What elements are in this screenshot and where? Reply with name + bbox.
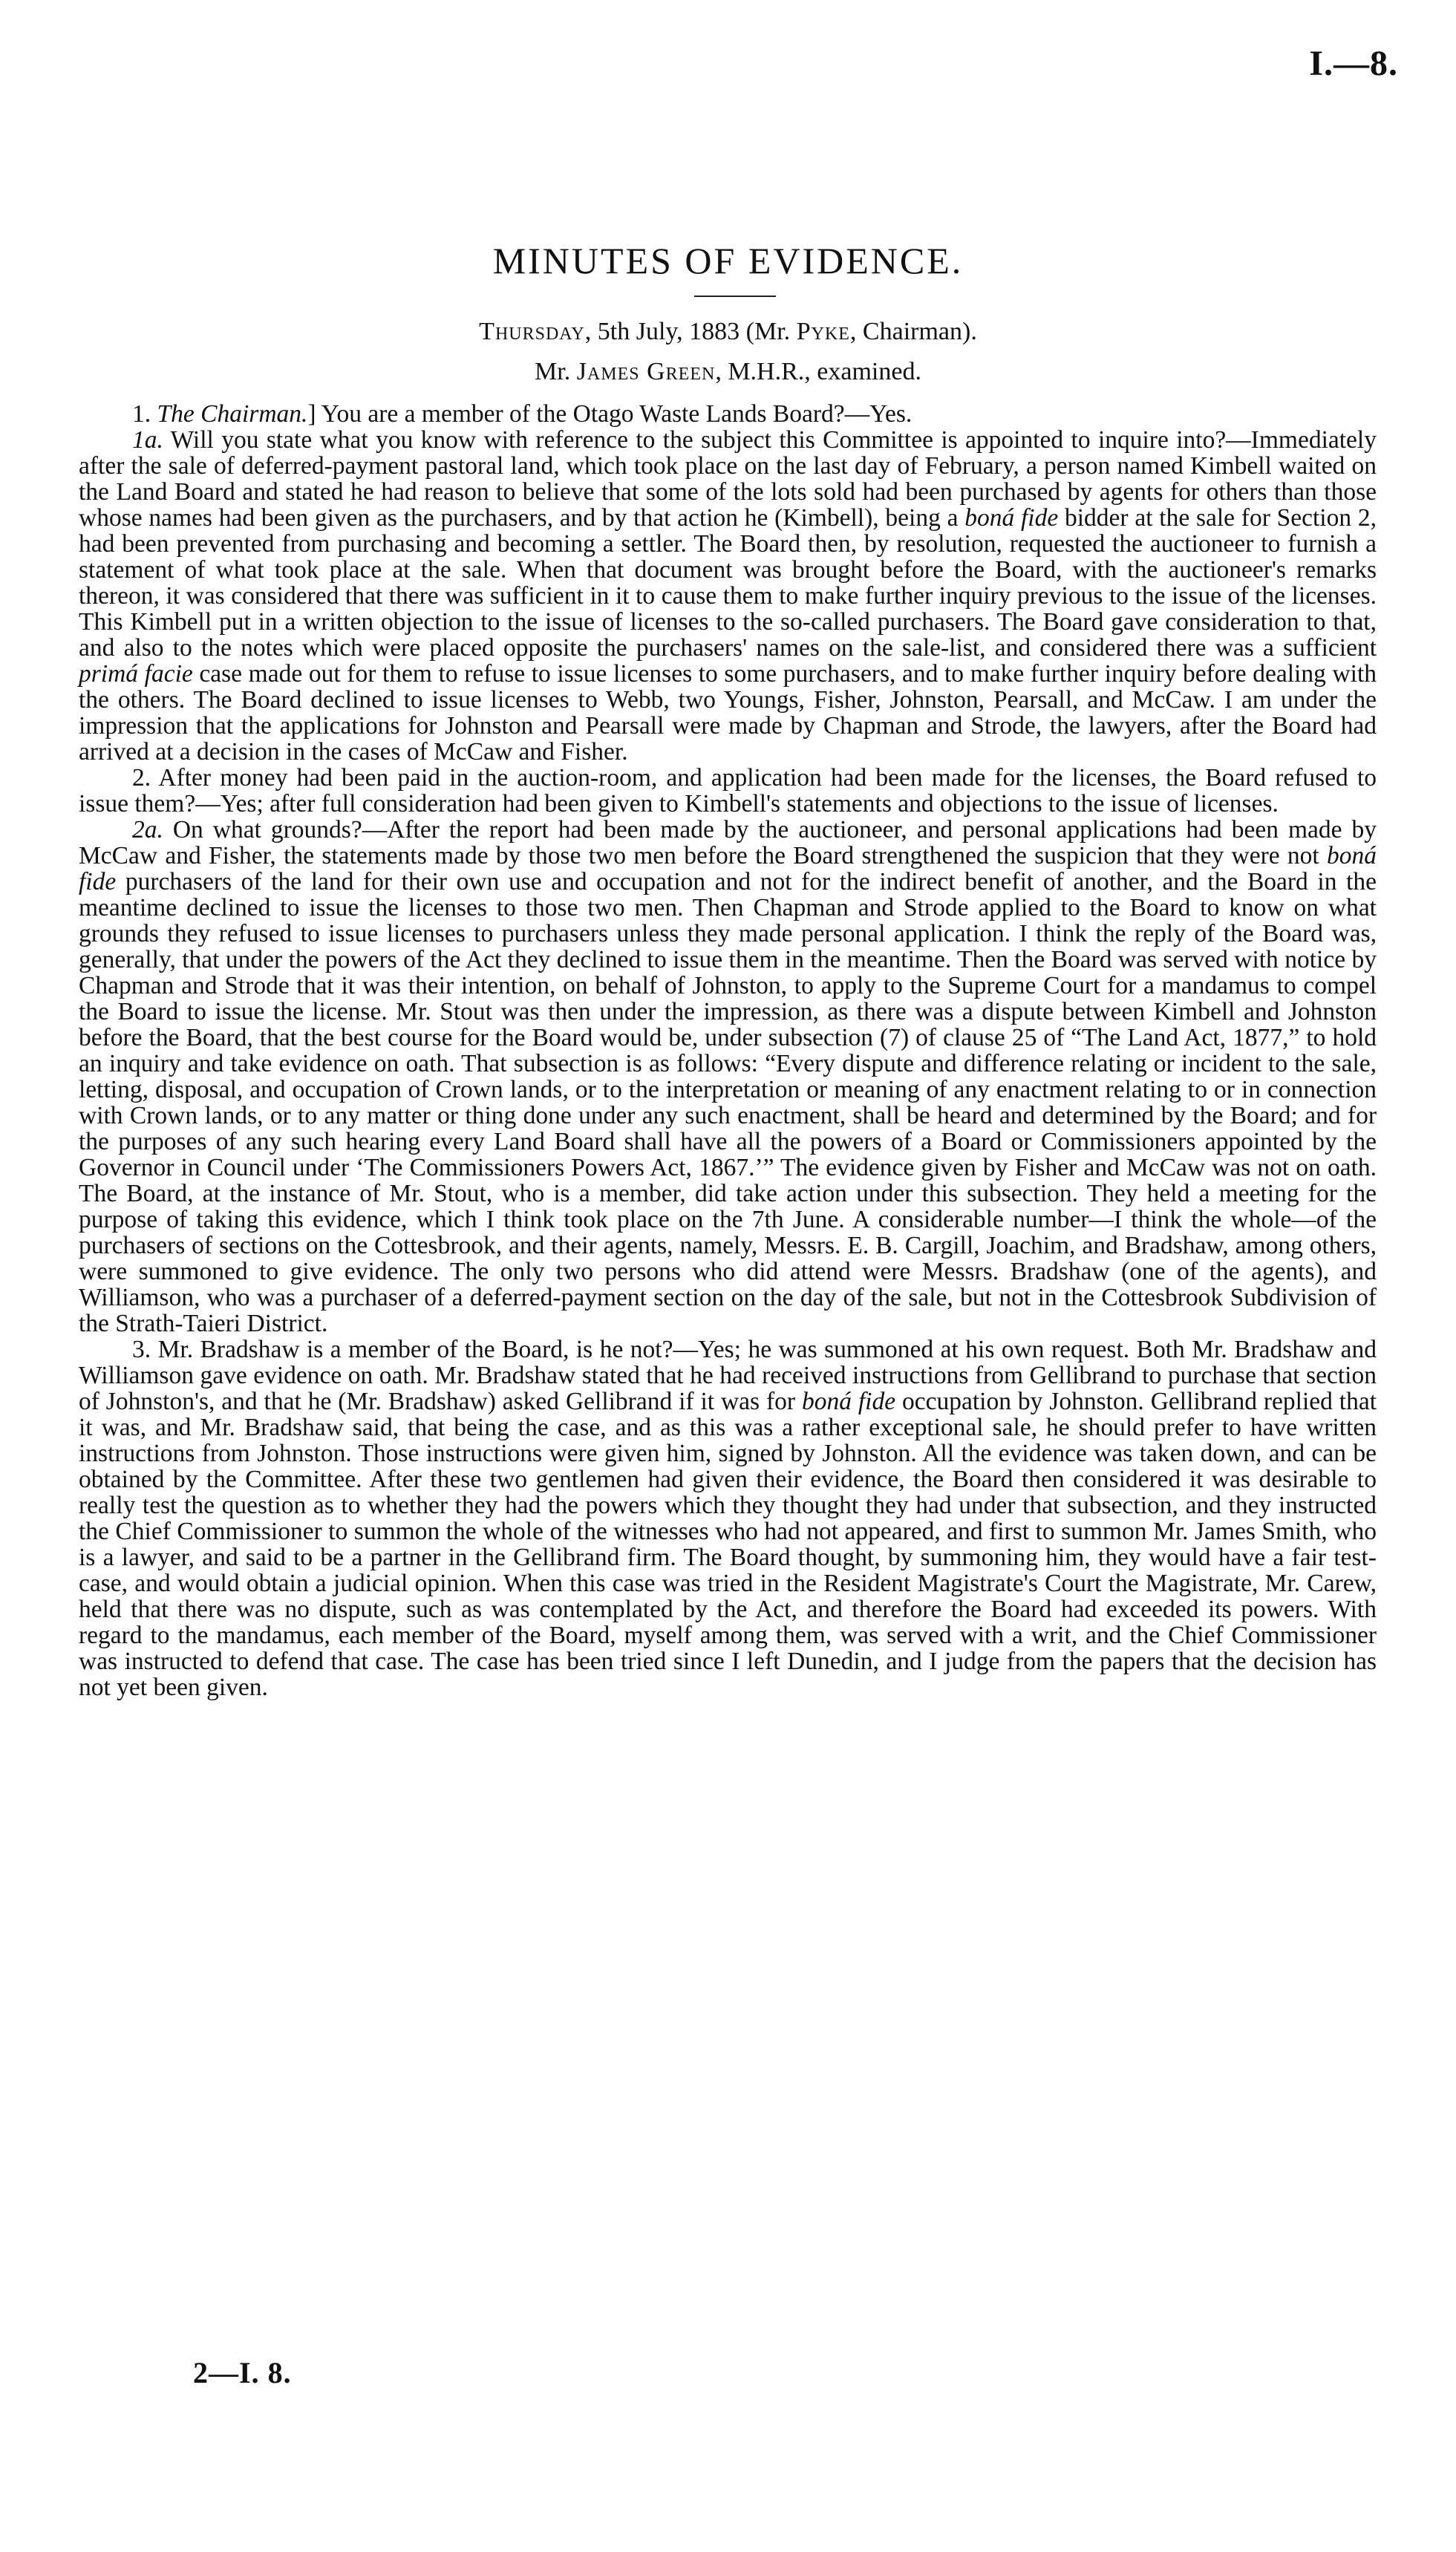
question-number: 1a. [132,426,163,454]
witness-line [0,358,1456,386]
question-text: After money had been paid in the auction-room, and application had been made for the licenses, the Board refused to issue them?—Yes; after full consideration had been given to Kimbell's statements and objections to the issue of licenses. [79,764,1377,818]
sitting-chairman: Pyke [796,318,850,345]
question-number: 2. [132,764,151,792]
question-text: ] You are a member of the Otago Waste Lands Board?—Yes. [307,400,913,428]
italic-term: primá facie [79,660,193,688]
question-text: On what grounds?—After the report had been made by the auctioneer, and personal applications had been made by McCaw and Fisher, the statements made by those two men before the Board strengthened the suspicion that they were not [79,816,1377,869]
italic-term: boná fide [801,1388,896,1415]
question-2a [79,817,1377,1337]
evidence-body [79,401,1377,1700]
title-divider [694,296,776,297]
question-text: case made out for them to refuse to issue licenses to some purchasers, and to make further inquiry before dealing with the others. The Board declined to issue licenses to Webb, two Youngs, Fisher, Johnston, Pearsall, and McCaw. I am under the impression that the applications for Johnston and Pearsall were made by Chapman and Strode, the lawyers, after the Board had arrived at a decision in the cases of McCaw and Fisher. [79,660,1377,766]
question-text: occupation by Johnston. Gellibrand replied that it was, and Mr. Bradshaw said, that being the case, and as this was a rather exceptional sale, he should prefer to have written instructions from Johnston. Those instructions were given him, signed by Johnston. All the evidence was taken down, and can be obtained by the Committee. After these two gentlemen had given their evidence, the Board then considered it was desirable to really test the question as to whether they had the powers which they thought they had under that subsection, and they instructed the Chief Commissioner to summon the whole of the witnesses who had not appeared, and first to summon Mr. James Smith, who is a lawyer, and said to be a partner in the Gellibrand firm. The Board thought, by summoning him, they would have a fair test-case, and would obtain a judicial opinion. When this case was tried in the Resident Magistrate's Court the Magistrate, Mr. Carew, held that there was no dispute, such as was contemplated by the Act, and therefore the Board had exceeded its powers. With regard to the mandamus, each member of the Board, myself among them, was served with a writ, and the Chief Commissioner was instructed to defend that case. The case has been tried since I left Dunedin, and I judge from the papers that the decision has not yet been given. [79,1388,1377,1701]
witness-name: James Green [576,358,716,385]
question-2 [79,765,1377,817]
question-1 [79,401,1377,427]
witness-prefix: Mr. [535,358,577,385]
question-number: 1. [132,400,151,428]
question-text: Mr. Bradshaw is a member of the Board, is he not?—Yes; he was summoned at his own request. Both Mr. Bradshaw and Williamson gave evidence on oath. Mr. Bradshaw stated that he had received instructions from Gellibrand to purchase that section of Johnston's, and that he (Mr. Bradshaw) asked Gellibrand if it was for [79,1336,1377,1415]
sitting-line [0,318,1456,346]
question-3 [79,1337,1377,1700]
question-text: purchasers of the land for their own use and occupation and not for the indirect benefit of another, and the Board in the meantime declined to issue the licenses to those two men. Then Chapman and Strode applied to the Board to know on what grounds they refused to issue licenses to purchasers unless they made personal application. I think the reply of the Board was, generally, that under the powers of the Act they declined to issue them in the meantime. Then the Board was served with notice by Chapman and Strode that it was their intention, on behalf of Johnston, to apply to the Supreme Court for a mandamus to compel the Board to issue the license. Mr. Stout was then under the impression, as there was a dispute between Kimbell and Johnston before the Board, that the best course for the Board would be, under subsection (7) of clause 25 of “The Land Act, 1877,” to hold an inquiry and take evidence on oath. That subsection is as follows: “Every dispute and difference relating or incident to the sale, letting, disposal, and occupation of Crown lands, or to the interpretation or meaning of any enactment relating to or in connection with Crown lands, or to any matter or thing done under any such enactment, shall be heard and determined by the Board; and for the purposes of any such hearing every Land Board shall have all the powers of a Board or Commissioners appointed by the Governor in Council under ‘The Commissioners Powers Act, 1867.’” The evidence given by Fisher and McCaw was not on oath. The Board, at the instance of Mr. Stout, who is a member, did take action under this subsection. They held a meeting for the purpose of taking this evidence, which I think took place on the 7th June. A considerable number—I think the whole—of the purchasers of sections on the Cottesbrook, and their agents, namely, Messrs. E. B. Cargill, Joachim, and Bradshaw, among others, were summoned to give evidence. The only two persons who did attend were Messrs. Bradshaw (one of the agents), and Williamson, who was a purchaser of a deferred-payment section on the day of the sale, but not in the Cottesbrook Subdivision of the Strath-Taieri District. [79,868,1377,1337]
sitting-tail: , Chairman). [849,318,977,345]
speaker: The Chairman. [157,400,308,428]
sitting-date: , 5th July, 1883 (Mr. [584,318,797,345]
question-1a [79,427,1377,765]
question-text: bidder at the sale for Section 2, had been prevented from purchasing and becoming a settler. The Board then, by resolution, requested the auctioneer to furnish a statement of what took place at the sale. When that document was brought before the Board, with the auctioneer's remarks thereon, it was considered that there was sufficient in it to cause them to make further inquiry previous to the issue of the licenses. This Kimbell put in a written objection to the issue of licenses to the so-called purchasers. The Board gave consideration to that, and also to the notes which were placed opposite the purchasers' names on the sale-list, and considered there was a sufficient [79,504,1377,662]
page-title: MINUTES OF EVIDENCE. [492,240,964,281]
sheet-signature: 2—I. 8. [193,2356,292,2389]
page-reference: I.—8. [1309,44,1398,83]
witness-tail: , M.H.R., examined. [715,358,921,385]
question-number: 3. [132,1336,151,1363]
italic-term: boná fide [79,842,1377,895]
question-text: Will you state what you know with reference to the subject this Committee is appointed to inquire into?—Immediately after the sale of deferred-payment pastoral land, which took place on the last day of February, a person named Kimbell waited on the Land Board and stated he had reason to believe that some of the lots sold had been purchased by agents for others than those whose names had been given as the purchasers, and by that action he (Kimbell), being a [79,426,1377,532]
sitting-day: Thursday [479,318,585,345]
italic-term: boná fide [964,504,1059,532]
question-number: 2a. [132,816,163,843]
